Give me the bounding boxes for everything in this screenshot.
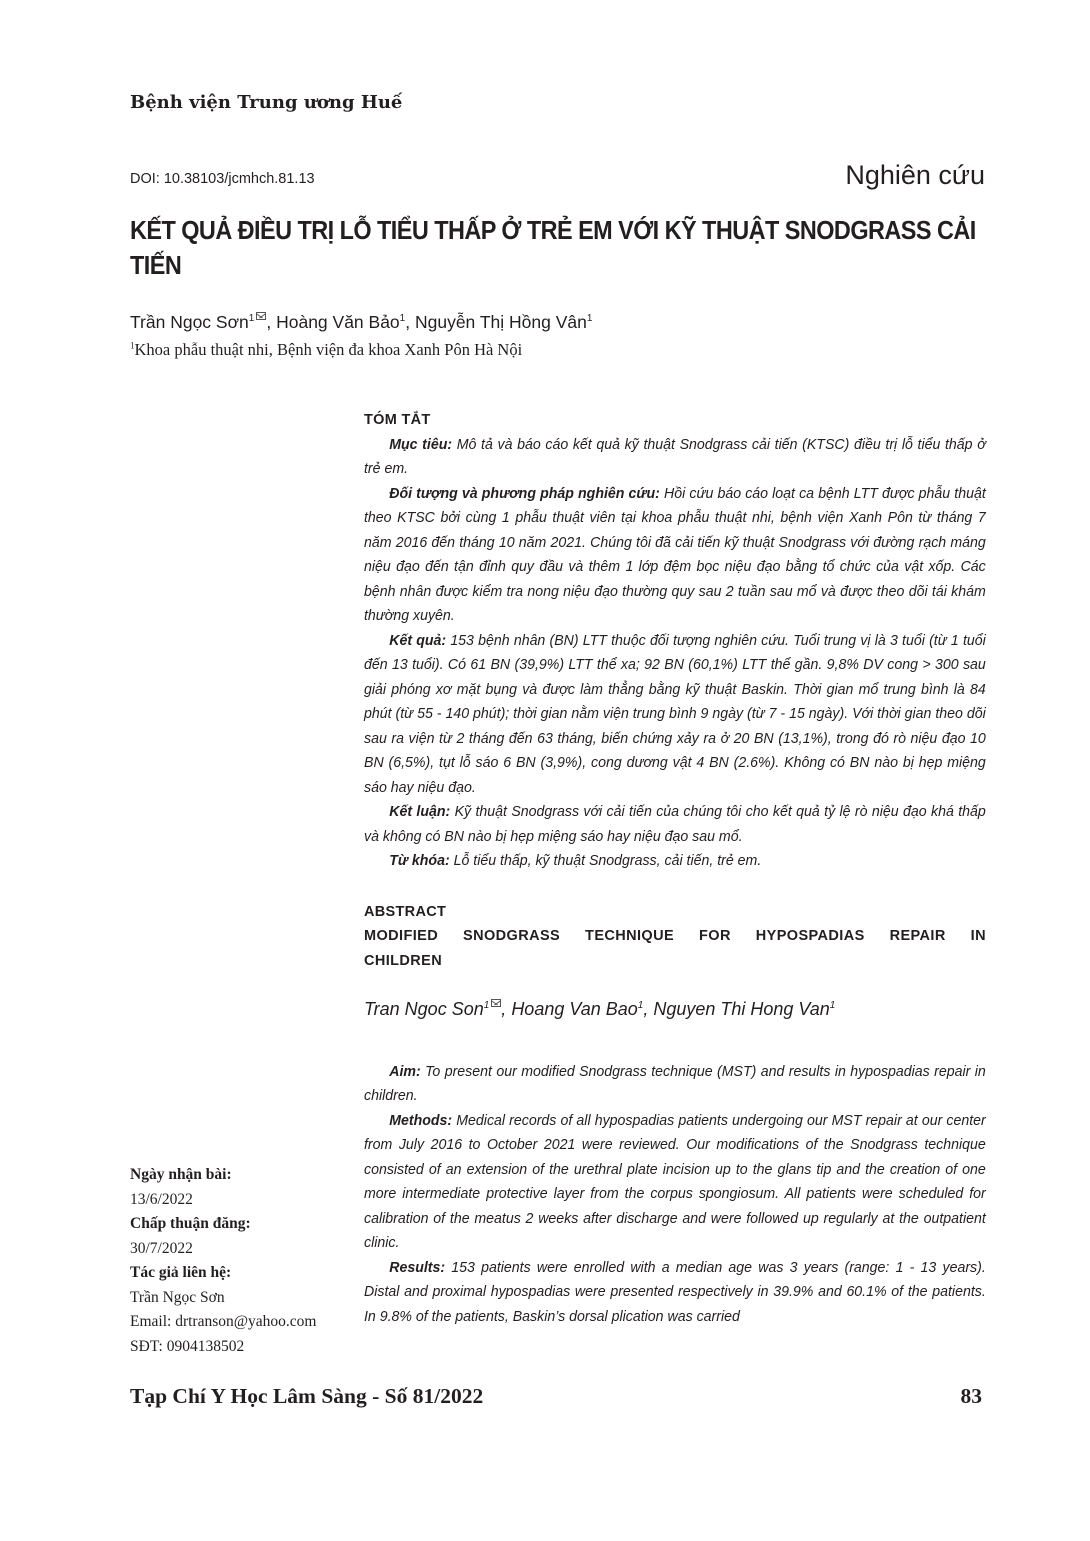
- contact-email: Email: drtranson@yahoo.com: [130, 1313, 317, 1330]
- section-text: To present our modified Snodgrass technique (MST) and results in hypospadias repair in children.: [364, 1063, 986, 1104]
- section-text: Mô tả và báo cáo kết quả kỹ thuật Snodgrass cải tiến (KTSC) điều trị lỗ tiểu thấp ở trẻ em.: [364, 436, 986, 477]
- author-affiliation-sup: 1: [483, 1000, 490, 1011]
- contact-label: Tác giả liên hệ:: [130, 1264, 232, 1281]
- author-name: Hoàng Văn Bảo: [276, 312, 400, 332]
- en-abstract-heading: ABSTRACT: [364, 903, 447, 920]
- en-title-line-1: MODIFIED SNODGRASS TECHNIQUE FOR HYPOSPADIAS REPAIR IN: [364, 928, 986, 944]
- en-author-list: Tran Ngoc Son$^1$ , Hoang Van Bao$^1$, Nguyen Thi Hong Van$^1$: [364, 999, 836, 1019]
- received-date: 13/6/2022: [130, 1190, 193, 1208]
- author-affiliation-sup: 1: [829, 1000, 836, 1011]
- footer-journal: Tạp Chí Y Học Lâm Sàng - Số 81/2022: [130, 1384, 484, 1408]
- section-text: Kỹ thuật Snodgrass với cải tiến của chúng tôi cho kết quả tỷ lệ rò niệu đạo khá thấp và không có BN nào bị hẹp miệng sáo hay niệu đạo sau mổ.: [364, 804, 986, 845]
- en-title-line-2: CHILDREN: [364, 952, 443, 969]
- section-label: Results:: [389, 1259, 446, 1276]
- vn-abstract-keywords: [364, 849, 986, 874]
- article-title: KẾT QUẢ ĐIỀU TRỊ LỖ TIỂU THẤP Ở TRẺ EM VỚI KỸ THUẬT SNODGRASS CẢI TIẾN: [130, 217, 976, 280]
- section-label: Từ khóa:: [389, 853, 450, 869]
- affiliation: [130, 340, 522, 360]
- author-list: Trần Ngọc Sơn$^1$ , Hoàng Văn Bảo$^1$, Nguyễn Thị Hồng Vân$^1$: [130, 312, 593, 332]
- envelope-icon: [491, 999, 501, 1007]
- vn-abstract-heading: TÓM TẮT: [364, 412, 431, 428]
- section-label: Aim:: [389, 1063, 421, 1080]
- section-label: Methods:: [389, 1112, 453, 1129]
- section-label: Mục tiêu:: [389, 436, 453, 453]
- section-text: 153 bệnh nhân (BN) LTT thuộc đối tượng nghiên cứu. Tuổi trung vị là 3 tuổi (từ 1 tuổi đến 13 tuổi). Có 61 BN (39,9%) LTT thể xa; 92 BN (60,1%) LTT thể gần. 9,8% DV cong > 300 sau giải phóng xơ mặt bụng và được làm thẳng bằng kỹ thuật Baskin. Thời gian mổ trung bình là 84 phút (từ 55 - 140 phút); thời gian nằm viện trung bình 9 ngày (từ 7 - 15 ngày). Với thời gian theo dõi sau ra viện từ 2 tháng đến 63 tháng, biến chứng xảy ra ở 20 BN (13,1%), trong đó rò niệu đạo 10 BN (6,5%), tụt lỗ sáo 6 BN (3,9%), cong dương vật 4 BN (2.6%). Không có BN nào bị hẹp miệng sáo hay niệu đạo.: [364, 632, 986, 796]
- section-text: Medical records of all hypospadias patients undergoing our MST repair at our center from July 2016 to October 2021 were reviewed. Our modifications of the Snodgrass technique consisted of an extension of the urethral plate incision up to the glans tip and the creation of one more intermediate protective layer from the corpus spongiosum. All patients were scheduled for calibration of the meatus 2 weeks after discharge and were followed up regularly at the outpatient clinic.: [364, 1112, 986, 1251]
- doi: DOI: 10.38103/jcmhch.81.13: [130, 171, 315, 187]
- section-text: Hồi cứu báo cáo loạt ca bệnh LTT được phẫu thuật theo KTSC bởi cùng 1 phẫu thuật viên tại khoa phẫu thuật nhi, bệnh viện Xanh Pôn từ tháng 7 năm 2016 đến tháng 10 năm 2021. Chúng tôi đã cải tiến kỹ thuật Snodgrass với đường rạch máng niệu đạo đến tận đỉnh quy đầu và thêm 1 lớp đệm bọc niệu đạo bằng tổ chức của vật xốp. Các bệnh nhân được kiểm tra nong niệu đạo thường quy sau 2 tuần sau mổ và được theo dõi tái khám thường xuyên.: [364, 485, 986, 624]
- affiliation-text: Khoa phẫu thuật nhi, Bệnh viện đa khoa Xanh Pôn Hà Nội: [134, 340, 523, 359]
- author-name: Nguyễn Thị Hồng Vân: [414, 312, 587, 332]
- affiliation-sup: 1: [130, 340, 135, 351]
- author-affiliation-sup: 1: [637, 1000, 644, 1011]
- footer-page-number: 83: [960, 1384, 982, 1408]
- vn-abstract-methods: [364, 482, 986, 629]
- contact-name: Trần Ngọc Sơn: [130, 1288, 225, 1306]
- section-label: Đối tượng và phương pháp nghiên cứu:: [389, 485, 660, 502]
- author-affiliation-sup: 1: [399, 313, 406, 325]
- section-label: Nghiên cứu: [845, 160, 985, 190]
- running-head: Bệnh viện Trung ương Huế: [130, 92, 403, 113]
- section-label: Kết luận:: [389, 804, 451, 820]
- article-info-sidebar: [130, 1163, 360, 1359]
- author-affiliation-sup: 1: [586, 313, 593, 325]
- author-affiliation-sup: 1: [248, 313, 255, 325]
- vn-abstract-objective: [364, 433, 986, 482]
- section-label: Kết quả:: [389, 632, 447, 649]
- en-abstract-aim: [364, 1060, 986, 1109]
- envelope-icon: [256, 312, 266, 320]
- author-name: Trần Ngọc Sơn: [130, 312, 249, 332]
- section-text: 153 patients were enrolled with a median age was 3 years (range: 1 - 13 years). Distal and proximal hypospadias were presented respectively in 39.9% and 60.1% of the patients. In 9.8% of the patients, Baskin’s dorsal plication was carried: [364, 1259, 986, 1325]
- accepted-date: 30/7/2022: [130, 1239, 193, 1257]
- main-column: [364, 408, 986, 1329]
- author-name: Nguyen Thi Hong Van: [653, 999, 830, 1019]
- accepted-label: Chấp thuận đăng:: [130, 1215, 251, 1232]
- vn-abstract-results: [364, 629, 986, 801]
- received-label: Ngày nhận bài:: [130, 1166, 232, 1183]
- author-name: Hoang Van Bao: [511, 999, 638, 1019]
- vn-abstract-conclusion: [364, 800, 986, 849]
- section-text: Lỗ tiểu thấp, kỹ thuật Snodgrass, cải tiến, trẻ em.: [449, 853, 762, 869]
- en-abstract-methods: [364, 1109, 986, 1256]
- en-abstract-results: [364, 1256, 986, 1330]
- author-name: Tran Ngoc Son: [364, 999, 484, 1019]
- contact-phone: SĐT: 0904138502: [130, 1337, 245, 1355]
